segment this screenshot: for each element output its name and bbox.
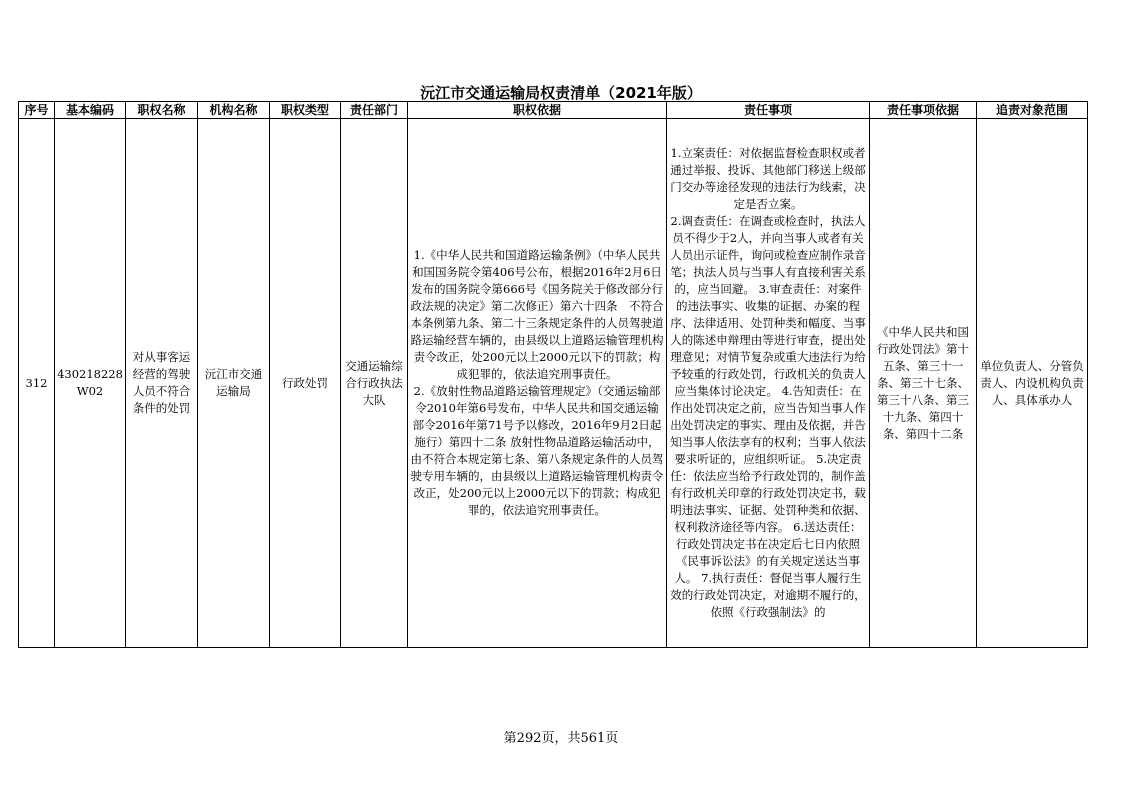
cell-seq: 312 — [19, 119, 55, 648]
basis-item-1: 1.《中华人民共和国道路运输条例》（中华人民共和国国务院令第406号公布，根据2016年2月6日发布的国务院令第666号《国务院关于修改部分行政法规的决定》第二次修正）第六十四条 不符合本条例第九条、第二十三条规定条件的人员驾驶道路运输经营车辆的，由县级以上道路运输管理机构责令改正，处200元以上2000元以下的罚款；构成犯罪的，依法追究刑事责任。 — [410, 248, 664, 381]
duty-item-2: 2.调查责任：在调查或检查时，执法人员不得少于2人，并向当事人或者有关人员出示证件，询问或检查应制作录音笔；执法人员与当事人有直接利害关系的，应当回避。 3.审查责任：对案件的违法事实、收集的证据、办案的程序、法律适用、处罚种类和幅度、当事人的陈述申辩理由等进行审查，提出处理意见；对情节复杂或重大违法行为给予较重的行政处罚，行政机关的负责人应当集体讨论决定。 4.告知责任：在作出处罚决定之前，应当告知当事人作出处罚决定的事实、理由及依据，并告知当事人依法享有的权利；当事人依法要求听证的，应组织听证。 5.决定责任：依法应当给予行政处罚的，制作盖有行政机关印章的行政处罚决定书，载明违法事实、证据、处罚种类和依据、权利救济途径等内容。 6.送达责任：行政处罚决定书在决定后七日内依照《民事诉讼法》的有关规定送达当事人。 7.执行责任：督促当事人履行生效的行政处罚决定，对逾期不履行的，依照《行政强制法》的 — [670, 214, 866, 619]
cell-org: 沅江市交通运输局 — [198, 119, 270, 648]
cell-power-type: 行政处罚 — [270, 119, 341, 648]
cell-basis — [408, 119, 667, 648]
header-org: 机构名称 — [198, 102, 270, 119]
header-duty: 责任事项 — [667, 102, 870, 119]
header-duty-basis: 责任事项依据 — [870, 102, 977, 119]
cell-power-name: 对从事客运经营的驾驶人员不符合条件的处罚 — [126, 119, 198, 648]
table-header-row — [19, 102, 1088, 119]
basis-item-2: 2.《放射性物品道路运输管理规定》（交通运输部令2010年第6号发布，中华人民共和国交通运输部令2016年第71号予以修改，2016年9月2日起施行）第四十二条 放射性物品道路运输活动中，由不符合本规定第七条、第八条规定条件的人员驾驶专用车辆的，由县级以上道路运输管理机构责令改正，处200元以上2000元以下的罚款；构成犯罪的，依法追究刑事责任。 — [410, 384, 664, 517]
header-dept: 责任部门 — [341, 102, 408, 119]
cell-duty — [667, 119, 870, 648]
cell-duty-basis: 《中华人民共和国行政处罚法》第十五条、第三十一条、第三十七条、第三十八条、第三十九条、第四十条、第四十二条 — [870, 119, 977, 648]
table-row — [19, 119, 1088, 648]
header-power-type: 职权类型 — [270, 102, 341, 119]
header-code: 基本编码 — [55, 102, 126, 119]
cell-accountability: 单位负责人、分管负责人、内设机构负责人、具体承办人 — [977, 119, 1088, 648]
header-accountability: 追责对象范围 — [977, 102, 1088, 119]
cell-dept: 交通运输综合行政执法大队 — [341, 119, 408, 648]
cell-code: 430218228W02 — [55, 119, 126, 648]
duty-item-1: 1.立案责任：对依据监督检查职权或者通过举报、投诉、其他部门移送上级部门交办等途径发现的违法行为线索，决定是否立案。 — [670, 146, 866, 211]
header-basis: 职权依据 — [408, 102, 667, 119]
header-seq: 序号 — [19, 102, 55, 119]
power-list-table — [18, 101, 1088, 648]
page-number: 第292页，共561页 — [503, 731, 619, 746]
header-power-name: 职权名称 — [126, 102, 198, 119]
document-title: 沅江市交通运输局权责清单（2021年版） — [420, 84, 702, 102]
